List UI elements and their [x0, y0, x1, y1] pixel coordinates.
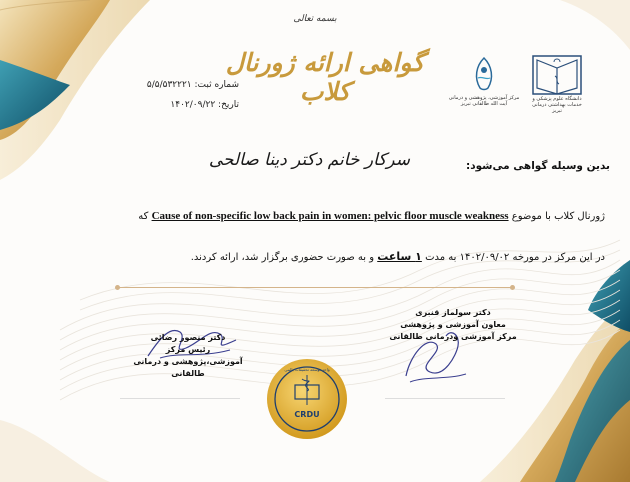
divider-dot-left: [115, 285, 120, 290]
certify-statement: بدین وسیله گواهی می‌شود:: [466, 160, 610, 172]
right-signatory-role-1: معاون آموزشی و پژوهشی: [400, 320, 506, 329]
bismillah-text: بسمه تعالی: [293, 14, 337, 24]
university-caption: دانشگاه علوم پزشکی و خدمات بهداشتی درمانی تبریز: [532, 96, 582, 114]
line2-suffix: و به صورت حضوری برگزار شد، ارائه کردند.: [190, 252, 375, 263]
right-signatory-role-2: مرکز آموزشی ودرمانی طالقانی: [389, 332, 517, 341]
right-signatory: [378, 307, 528, 343]
left-signature-line: [120, 398, 240, 399]
registration-number: [104, 80, 239, 90]
line1-prefix: ژورنال کلاب با موضوع: [511, 211, 605, 222]
university-logo: [531, 54, 583, 96]
divider-dot-right: [510, 285, 515, 290]
center-logo: [470, 56, 498, 92]
date-label: تاریخ:: [218, 100, 239, 110]
seal-arc-text: واحد توسعه تحقیقات بالینی: [284, 367, 330, 372]
body-line-1: [40, 210, 605, 222]
line1-suffix: که: [138, 211, 149, 222]
presentation-topic: Cause of non-specific low back pain in women: pelvic floor muscle weakness: [151, 210, 509, 222]
crdu-seal: [265, 357, 349, 441]
left-signatory-role-1: رئیس مرکز: [165, 345, 211, 354]
left-signatory-role-2: آموزشی،پژوهشی و درمانی طالقانی: [133, 357, 243, 378]
certificate-title: گواهی ارائه ژورنال کلاب: [225, 48, 425, 106]
recipient-name: سرکار خانم دکتر دینا صالحی: [208, 150, 410, 170]
divider-line: [117, 287, 513, 288]
right-signatory-name: دکتر سولماز قنبری: [415, 308, 491, 317]
line2-prefix: در این مرکز در مورخه ۱۴۰۲/۰۹/۰۲ به مدت: [425, 252, 605, 263]
number-label: شماره ثبت:: [194, 80, 239, 90]
seal-text: CRDU: [294, 410, 320, 419]
date-value: ۱۴۰۲/۰۹/۲۲: [170, 100, 216, 110]
duration-value: ۱ ساعت: [377, 250, 422, 263]
left-signatory-name: دکتر منصور رضائی: [150, 333, 226, 342]
number-value: ۵/۵/۵۳۲۲۲۱: [146, 80, 192, 90]
right-signature-line: [385, 398, 505, 399]
left-signatory: [118, 332, 258, 380]
center-caption: مرکز آموزشی، پژوهشی و درمانی آیت الله طالقانی تبریز: [448, 95, 520, 107]
issue-date: [104, 100, 239, 110]
body-line-2: [40, 250, 605, 263]
